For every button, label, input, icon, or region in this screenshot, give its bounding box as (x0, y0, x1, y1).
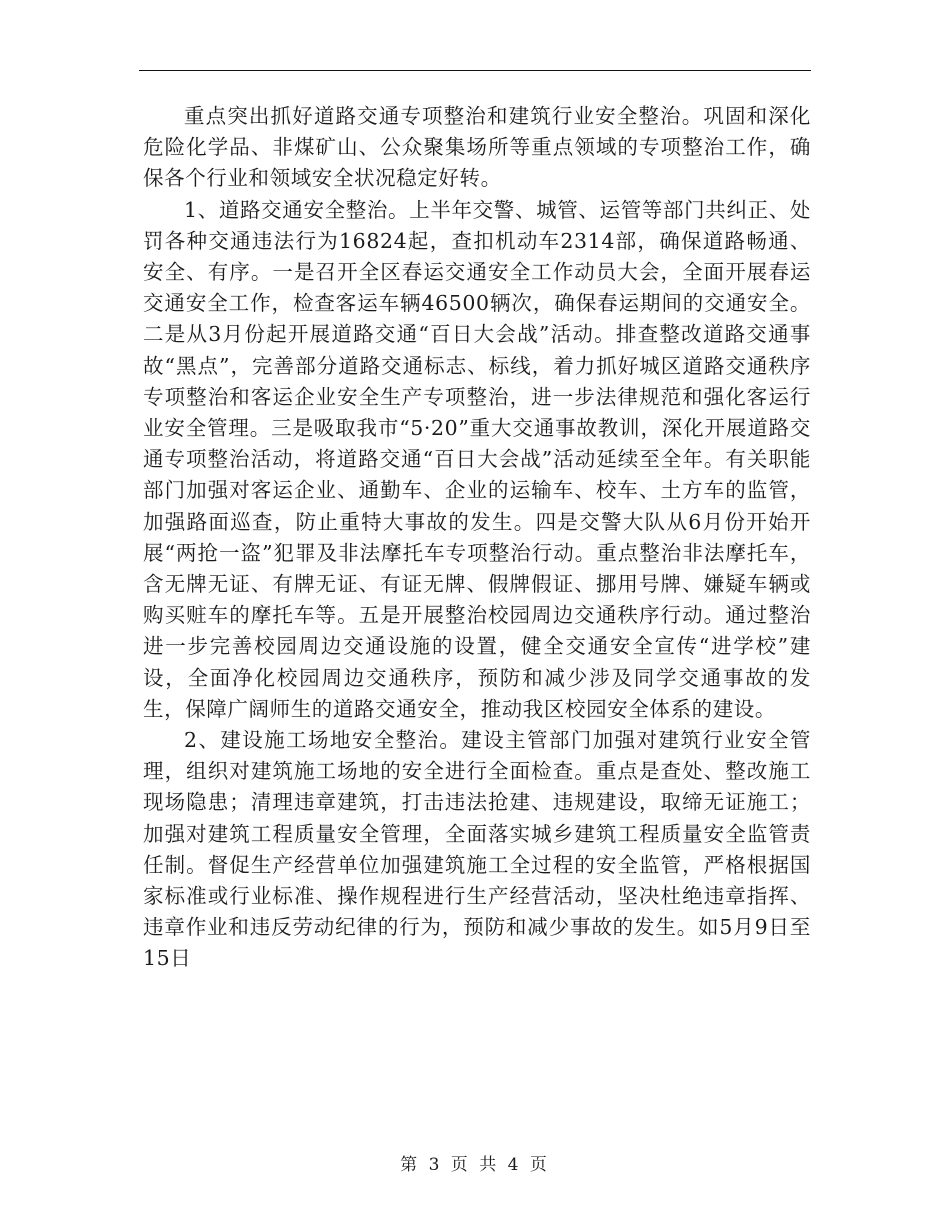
document-body (143, 101, 811, 975)
paragraph-road-traffic: 1、道路交通安全整治。上半年交警、城管、运管等部门共纠正、处罚各种交通违法行为16824起，查扣机动车2314部，确保道路畅通、安全、有序。一是召开全区春运交通安全工作动员大会，全面开展春运交通安全工作，检查客运车辆46500辆次，确保春运期间的交通安全。二是从3月份起开展道路交通“百日大会战”活动。排查整改道路交通事故“黑点”，完善部分道路交通标志、标线，着力抓好城区道路交通秩序专项整治和客运企业安全生产专项整治，进一步法律规范和强化客运行业安全管理。三是吸取我市“5·20”重大交通事故教训，深化开展道路交通专项整治活动，将道路交通“百日大会战”活动延续至全年。有关职能部门加强对客运企业、通勤车、企业的运输车、校车、土方车的监管，加强路面巡查，防止重特大事故的发生。四是交警大队从6月份开始开展“两抢一盗”犯罪及非法摩托车专项整治行动。重点整治非法摩托车，含无牌无证、有牌无证、有证无牌、假牌假证、挪用号牌、嫌疑车辆或购买赃车的摩托车等。五是开展整治校园周边交通秩序行动。通过整治进一步完善校园周边交通设施的设置，健全交通安全宣传“进学校”建设，全面净化校园周边交通秩序，预防和减少涉及同学交通事故的发生，保障广阔师生的道路交通安全，推动我区校园安全体系的建设。 (143, 197, 811, 721)
header-rule (139, 70, 811, 71)
paragraph-construction-site: 2、建设施工场地安全整治。建设主管部门加强对建筑行业安全管理，组织对建筑施工场地的安全进行全面检查。重点是查处、整改施工现场隐患；清理违章建筑，打击违法抢建、违规建设，取缔无证施工；加强对建筑工程质量安全管理，全面落实城乡建筑工程质量安全监管责任制。督促生产经营单位加强建筑施工全过程的安全监管，严格根据国家标准或行业标准、操作规程进行生产经营活动，坚决杜绝违章指挥、违章作业和违反劳动纪律的行为，预防和减少事故的发生。如5月9日至15日 (143, 728, 811, 971)
page-number-footer: 第 3 页 共 4 页 (400, 1155, 550, 1175)
paragraph-intro: 重点突出抓好道路交通专项整治和建筑行业安全整治。巩固和深化危险化学品、非煤矿山、公众聚集场所等重点领域的专项整治工作，确保各个行业和领域安全状况稳定好转。 (143, 104, 811, 191)
